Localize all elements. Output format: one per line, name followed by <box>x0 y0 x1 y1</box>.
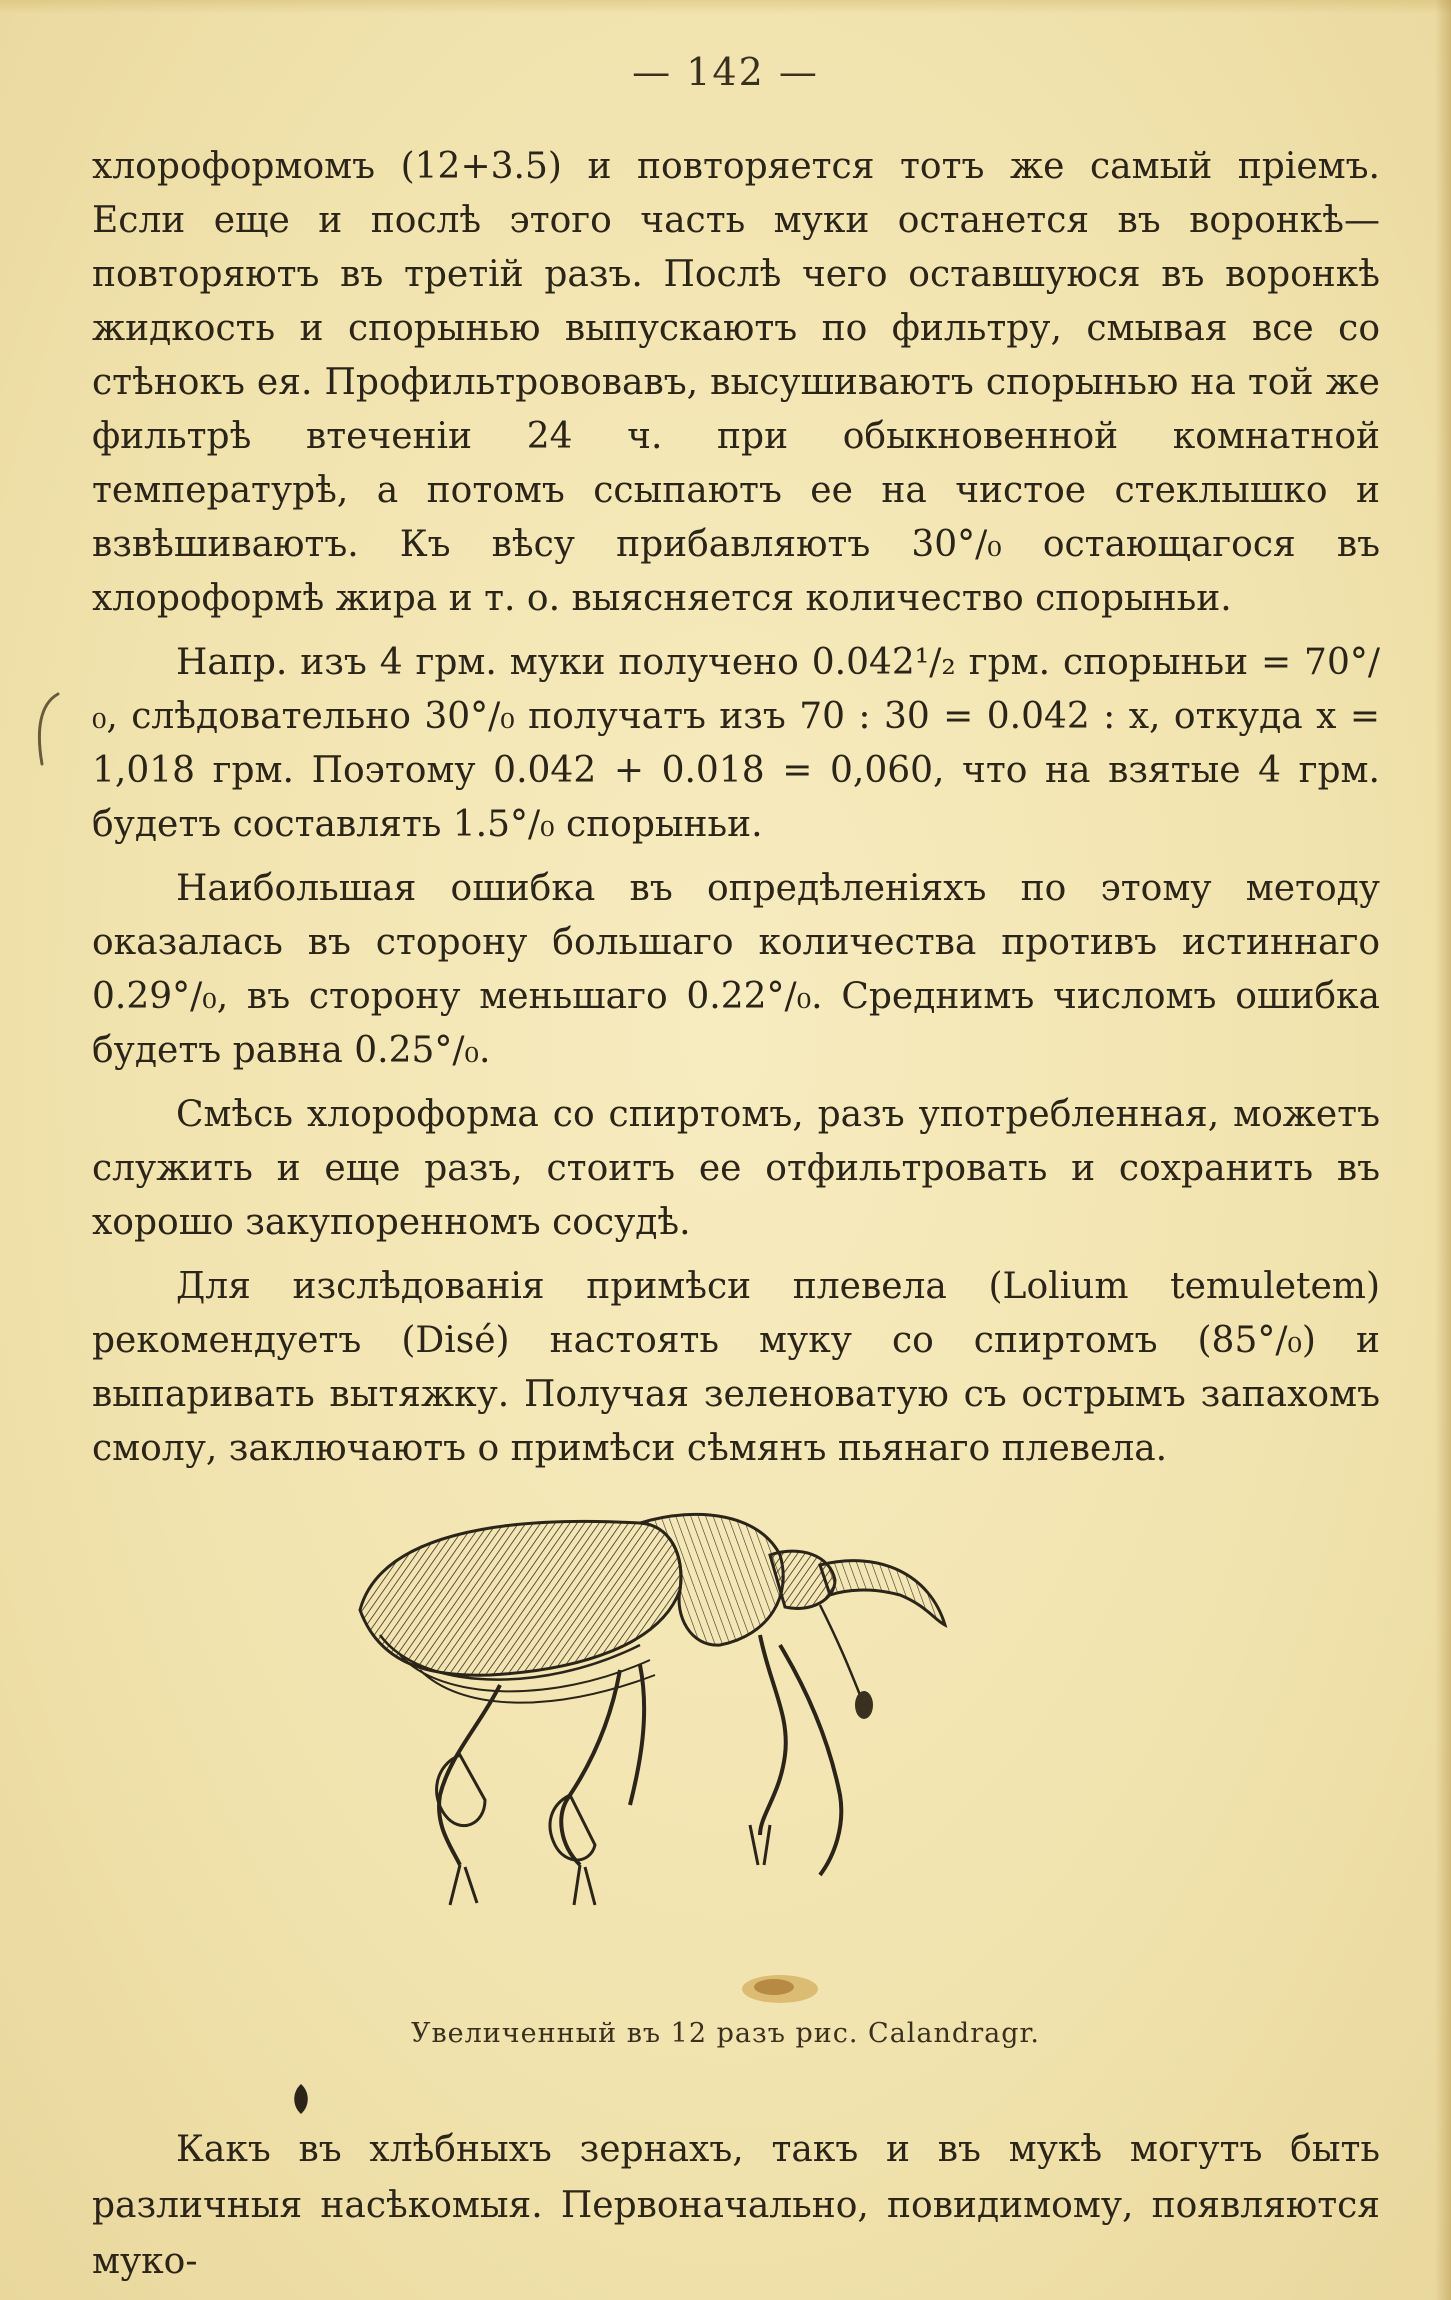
paper-stain <box>740 1972 820 2006</box>
paragraph-example-calculation: Напр. изъ 4 грм. муки получено 0.042¹/₂ грм. спорыньи = 70°/₀, слѣдовательно 30°/₀ получатъ изъ 70 : 30 = 0.042 : x, откуда x = 1,018 грм. Поэтому 0.042 + 0.018 = 0,060, что на взятые 4 грм. будетъ составлять 1.5°/₀ спорыньи. <box>92 642 1380 845</box>
figure-caption: Увеличенный въ 12 разъ рис. Calandragr. <box>410 2018 1041 2049</box>
page-top-edge <box>0 0 1451 14</box>
weevil-illustration <box>340 1495 1160 2005</box>
paragraph-lolium-test: Для изслѣдованія примѣси плевела (Lolium temuletem) рекомендуетъ (Disé) настоять муку со спиртомъ (85°/₀) и выпаривать вытяжку. Получая зеленоватую съ острымъ запахомъ смолу, заключаютъ о примѣси сѣмянъ пьянаго плевела. <box>92 1266 1380 1469</box>
page-right-edge <box>1435 0 1451 2300</box>
paragraph-insects: Какъ въ хлѣбныхъ зернахъ, такъ и въ мукѣ могутъ быть различныя насѣкомыя. Первоначально, повидимому, появляются муко- <box>92 2129 1380 2282</box>
paragraph-error-margin: Наибольшая ошибка въ опредѣленіяхъ по этому методу оказалась въ сторону большаго количества противъ истиннаго 0.29°/₀, въ сторону меньшаго 0.22°/₀. Среднимъ числомъ ошибка будетъ равна 0.25°/₀. <box>92 868 1380 1071</box>
body-text <box>92 140 1380 1486</box>
page-number: — 142 — <box>632 50 819 94</box>
margin-pencil-mark <box>28 690 68 770</box>
bottom-text <box>92 2122 1380 2290</box>
paragraph-mixture-reuse: Смѣсь хлороформа со спиртомъ, разъ употребленная, можетъ служить и еще разъ, стоитъ ее отфильтровать и сохранить въ хорошо закупоренномъ сосудѣ. <box>92 1094 1380 1243</box>
ink-blot <box>290 2082 312 2116</box>
calandra-weevil-drawing <box>340 1495 1160 2005</box>
paragraph-chloroform-method: хлороформомъ (12+3.5) и повторяется тотъ же самый пріемъ. Если еще и послѣ этого часть муки останется въ воронкѣ—повторяютъ въ третій разъ. Послѣ чего оставшуюся въ воронкѣ жидкость и спорынью выпускаютъ по фильтру, смывая все со стѣнокъ ея. Профильтрововавъ, высушиваютъ спорынью на той же фильтрѣ втеченіи 24 ч. при обыкновенной комнатной температурѣ, а потомъ ссыпаютъ ее на чистое стеклышко и взвѣшиваютъ. Къ вѣсу прибавляютъ 30°/₀ остающагося въ хлороформѣ жира и т. о. выясняется количество спорыньи. <box>92 146 1380 619</box>
